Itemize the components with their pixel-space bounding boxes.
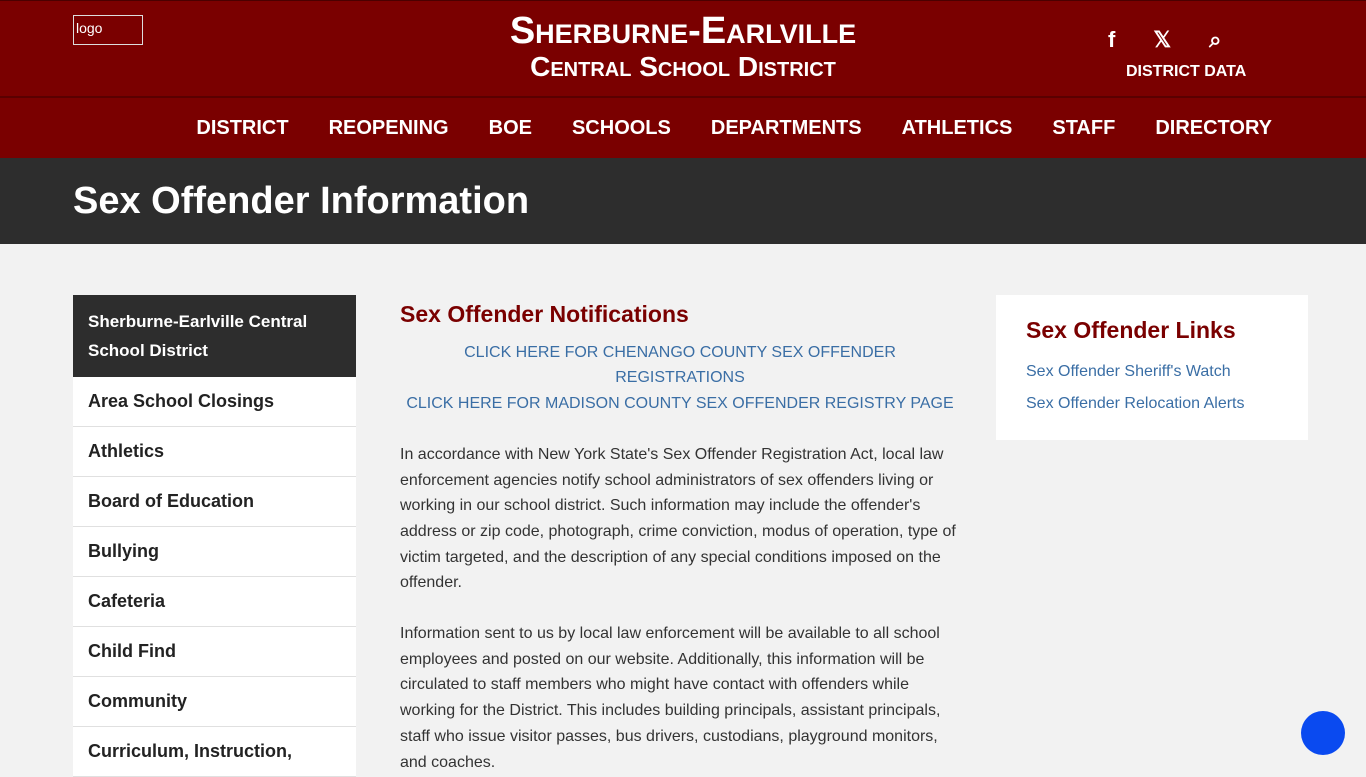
chenango-link[interactable]: CLICK HERE FOR CHENANGO COUNTY SEX OFFENDER REGISTRATIONS bbox=[464, 343, 896, 387]
sidebar-item[interactable]: Community bbox=[73, 677, 356, 727]
accessibility-icon[interactable] bbox=[1301, 711, 1345, 755]
sidebar-head[interactable]: Sherburne-Earlville Central School District bbox=[73, 295, 356, 377]
sidebar-item[interactable]: Child Find bbox=[73, 627, 356, 677]
sidebar-item[interactable]: Area School Closings bbox=[73, 377, 356, 427]
site-header bbox=[0, 0, 1366, 98]
nav-boe[interactable]: BOE bbox=[488, 116, 532, 139]
main-nav bbox=[0, 98, 1366, 158]
links-panel bbox=[996, 295, 1308, 440]
paragraph: In accordance with New York State's Sex Offender Registration Act, local law enforcement agencies notify school administrators of sex offenders living or working in our school district. Such information may include the offender's address or zip code, photograph, crime conviction, modus of operation, type of victim targeted, and the description of any special conditions imposed on the offender. bbox=[400, 445, 956, 592]
site-title-line2: Central School District bbox=[530, 51, 836, 82]
main-content bbox=[400, 302, 960, 775]
nav-athletics[interactable]: ATHLETICS bbox=[901, 116, 1013, 139]
madison-link[interactable]: CLICK HERE FOR MADISON COUNTY SEX OFFENDER REGISTRY PAGE bbox=[406, 395, 954, 413]
facebook-icon[interactable]: f bbox=[1108, 27, 1116, 52]
site-title-line1: Sherburne-Earlville bbox=[509, 10, 857, 52]
relocation-alerts-link[interactable]: Sex Offender Relocation Alerts bbox=[1026, 395, 1245, 412]
nav-staff[interactable]: STAFF bbox=[1052, 116, 1116, 139]
sidebar-item[interactable]: Cafeteria bbox=[73, 577, 356, 627]
nav-district[interactable]: DISTRICT bbox=[196, 116, 289, 139]
sidebar bbox=[73, 295, 356, 777]
sidebar-item[interactable]: Bullying bbox=[73, 527, 356, 577]
nav-departments[interactable]: DEPARTMENTS bbox=[710, 116, 862, 139]
nav-schools[interactable]: SCHOOLS bbox=[571, 116, 671, 139]
nav-reopening[interactable]: REOPENING bbox=[328, 116, 449, 139]
search-icon[interactable]: ⌕ bbox=[1209, 27, 1222, 52]
sheriffs-watch-link[interactable]: Sex Offender Sheriff's Watch bbox=[1026, 363, 1231, 380]
x-icon[interactable]: 𝕏 bbox=[1153, 27, 1172, 52]
links-heading: Sex Offender Links bbox=[1026, 317, 1236, 343]
sidebar-item[interactable]: Athletics bbox=[73, 427, 356, 477]
sidebar-item[interactable]: Board of Education bbox=[73, 477, 356, 527]
paragraph: Information sent to us by local law enforcement will be available to all school employees and posted on our website. Additionally, this information will be circulated to staff members who might have contact with offenders while working for the District. This includes building principals, assistant principals, staff who issue visitor passes, bus drivers, custodians, playground monitors, and coaches. bbox=[400, 625, 941, 771]
section-heading: Sex Offender Notifications bbox=[400, 301, 689, 327]
nav-directory[interactable]: DIRECTORY bbox=[1155, 116, 1272, 139]
sidebar-item[interactable]: Curriculum, Instruction, bbox=[73, 727, 356, 777]
logo[interactable]: logo bbox=[73, 15, 143, 45]
district-data-link[interactable]: DISTRICT DATA bbox=[1126, 63, 1247, 80]
page-title: Sex Offender Information bbox=[0, 158, 1366, 244]
